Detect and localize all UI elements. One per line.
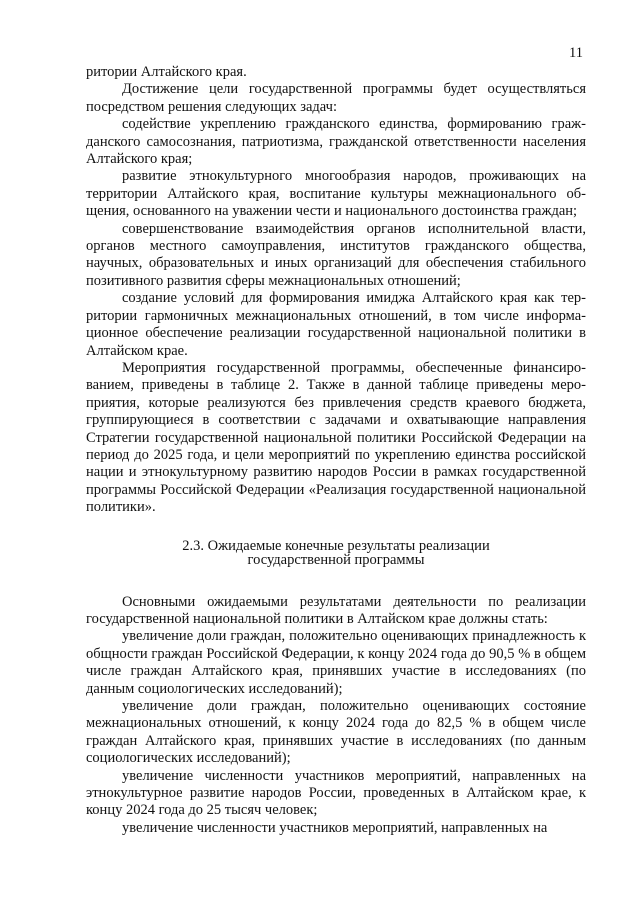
section-heading-line-2: государственной программы <box>247 551 425 568</box>
paragraph-task-3: совершенствование взаимодействия органов исполнительной власти, органов местного самоуправления, институтов гражданского общества, научных, образовательных и иных организаций для обеспечения стабильного позитивного развития сферы межнациональных отношений; <box>86 220 586 289</box>
document-body <box>86 64 586 837</box>
paragraph-result-2: увеличение доли граждан, положительно оценивающих состояние межнациональных отношений, к концу 2024 года до 82,5 % в общем числе граждан Алтайского края, принявших участие в исследованиях (по данным социологических исследований); <box>86 698 586 767</box>
paragraph-task-4: создание условий для формирования имиджа Алтайского края как территории гармоничных межнациональных отношений, в том числе информационное обеспечение реализации государственной национальной политики в Алтайском крае. <box>86 290 586 359</box>
section-heading-line-1: 2.3. Ожидаемые конечные результаты реализации <box>182 537 490 554</box>
paragraph-task-1: содействие укреплению гражданского единства, формированию гражданского самосознания, патриотизма, гражданской ответственности населения Алтайского края; <box>86 116 586 168</box>
paragraph-continuation: ритории Алтайского края. <box>86 64 247 80</box>
page-number: 11 <box>569 45 583 61</box>
paragraph-results-intro: Основными ожидаемыми результатами деятельности по реализации государственной национальной политики в Алтайском крае должны стать: <box>86 593 586 627</box>
paragraph-activities: Мероприятия государственной программы, обеспеченные финансированием, приведены в таблице 2. Также в данной таблице приведены мероприятия, которые реализуются без привлечения средств краевого бюджета, группирующиеся в соответствии с задачами и охватывающие направления Стратегии государственной национальной политики Российской Федерации на период до 2025 года, и цели мероприятий по укреплению единства российской нации и этнокультурному развитию народов России в рамках государственной программы Российской Федерации «Реализация государственной национальной политики». <box>86 359 586 516</box>
paragraph-result-3: увеличение численности участников мероприятий, направленных на этнокультурное развитие народов России, проведенных в Алтайском крае, к концу 2024 года до 25 тысяч человек; <box>86 767 586 819</box>
paragraph-result-4: увеличение численности участников мероприятий, направленных на <box>122 819 548 836</box>
paragraph-result-1: увеличение доли граждан, положительно оценивающих принадлежность к общности граждан Российской Федерации, к концу 2024 года до 90,5 % в общем числе граждан Алтайского края, принявших участие в исследованиях (по данным социологических исследований); <box>86 628 586 697</box>
paragraph-task-2: развитие этнокультурного многообразия народов, проживающих на территории Алтайского края, воспитание культуры межнационального общения, основанного на уважении чести и национального достоинства граждан; <box>86 168 586 220</box>
paragraph-goal: Достижение цели государственной программы будет осуществляться посредством решения следующих задач: <box>86 81 586 115</box>
section-heading <box>86 539 586 567</box>
